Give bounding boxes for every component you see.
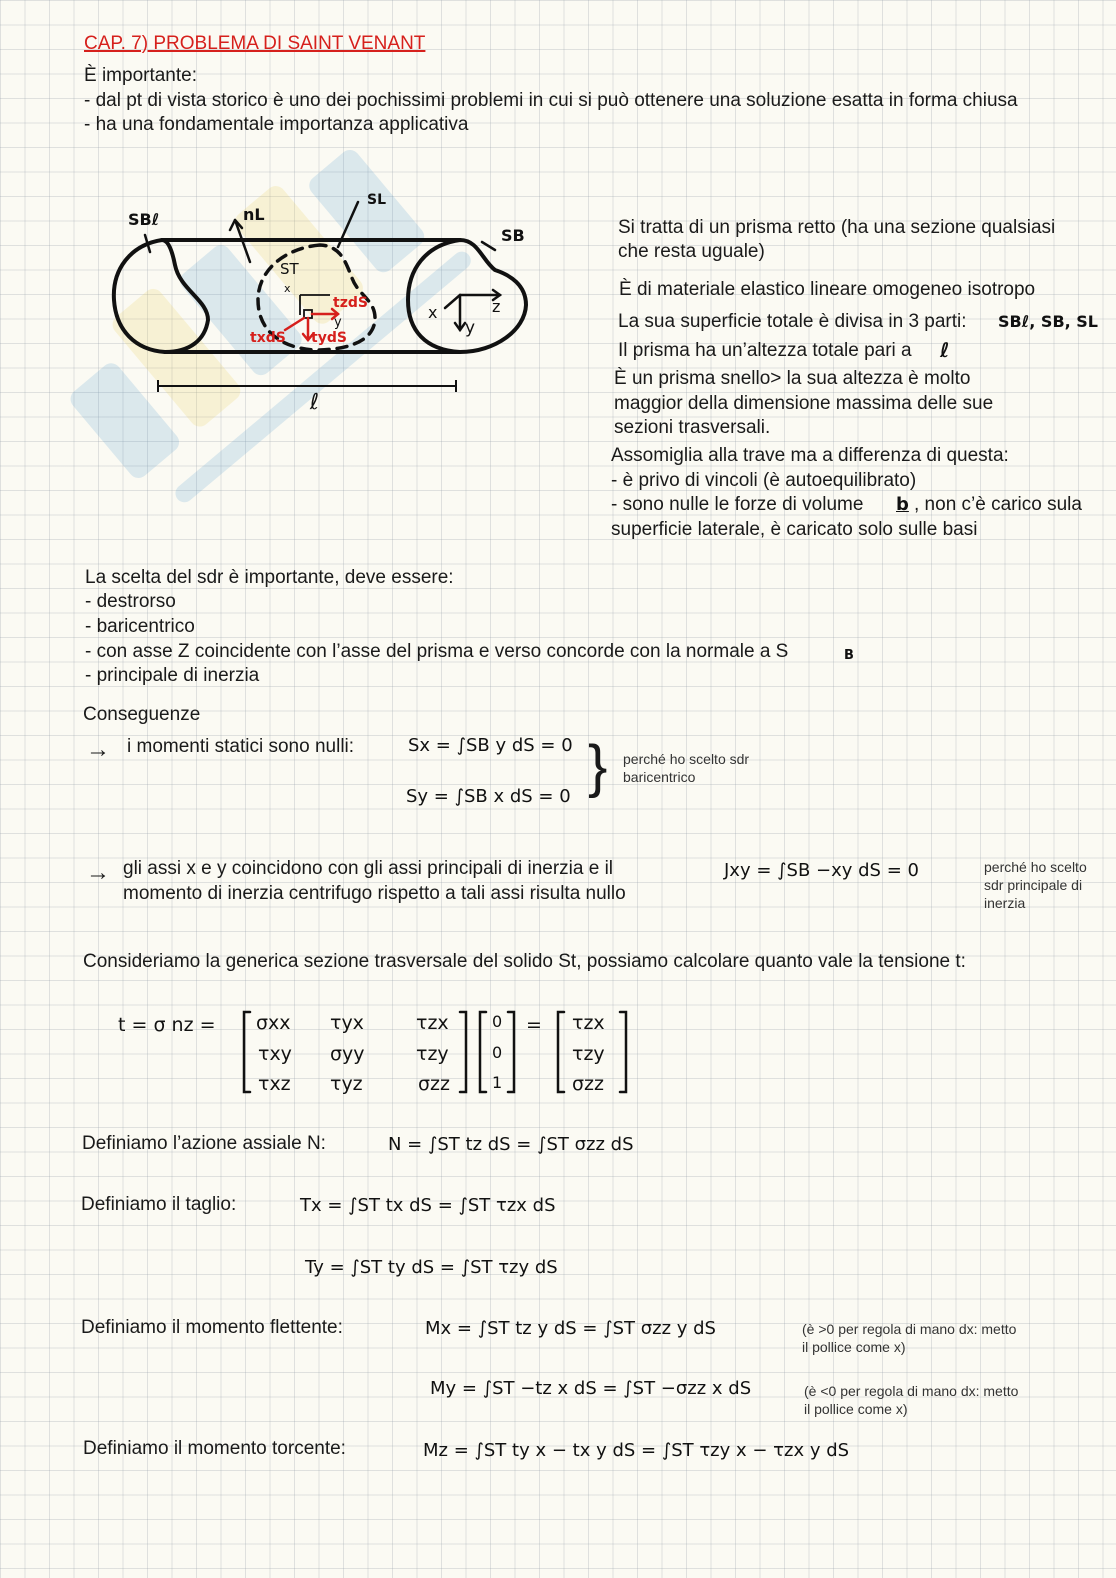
page-title: CAP. 7) PROBLEMA DI SAINT VENANT [84,33,426,54]
taglio-label: Definiamo il taglio: [81,1194,237,1215]
note-principale: perché ho scelto [984,859,1087,875]
note-baricentrico: perché ho scelto sdr [623,751,750,767]
eq-my: My = ∫ST −tz x dS = ∫ST −σzz x dS [430,1378,752,1399]
conseguenze-heading: Conseguenze [83,704,201,725]
brace-icon: } [588,734,608,799]
desc-line: sezioni trasversali. [614,417,771,438]
desc-parts-hw: SBℓ, SB, SL [998,312,1098,331]
vector-cell: 0 [492,1043,503,1062]
eq-n: N = ∫ST tz dS = ∫ST σzz dS [388,1134,634,1155]
label-sb: SB [501,226,525,245]
tensione-lhs: t = σ nz = [118,1014,216,1036]
sdr-point: - con asse Z coincidente con l’asse del prisma e verso concorde con la normale a S [85,641,789,662]
label-tyds: tydS [311,330,347,346]
result-cell: τzx [572,1012,605,1034]
result-cell: σzz [572,1073,604,1095]
eq-jxy: Jxy = ∫SB −xy dS = 0 [724,860,919,881]
equals-sign: = [526,1014,542,1036]
eq-mx: Mx = ∫ST tz y dS = ∫ST σzz y dS [425,1318,716,1339]
tensione-text: Consideriamo la generica sezione trasversale del solido St, possiamo calcolare quanto vale la tensione t: [83,951,966,972]
note-principale: inerzia [984,895,1026,911]
note-baricentrico: baricentrico [623,769,696,785]
arrow-icon: → [86,736,110,763]
label-z-axis: z [492,297,501,316]
prism-figure [90,190,650,420]
label-txds: txdS [250,330,286,346]
note-my: (è <0 per regola di mano dx: metto [804,1383,1019,1399]
label-x-axis: x [428,303,438,322]
desc-line: La sua superficie totale è divisa in 3 parti: [618,311,967,332]
desc-line: Assomiglia alla trave ma a differenza di questa: [611,445,1009,466]
matrix-cell: τyz [330,1073,363,1095]
matrix-cell: τyx [330,1012,364,1034]
sdr-sb-sub: B [844,648,854,663]
vector-cell: 0 [492,1012,503,1031]
result-cell: τzy [572,1043,605,1065]
eq-tx: Tx = ∫ST tx dS = ∫ST τzx dS [300,1195,556,1216]
vector-cell: 1 [492,1073,503,1092]
note-my: il pollice come x) [804,1401,908,1417]
label-y-small: y [334,315,342,330]
eq-sy: Sy = ∫SB x dS = 0 [406,786,571,807]
conseguenze-item2: momento di inerzia centrifugo rispetto a tali assi risulta nullo [123,883,626,904]
note-principale: sdr principale di [984,877,1083,893]
intro-heading: È importante: [84,65,197,86]
matrix-cell: τxz [258,1073,291,1095]
torcente-label: Definiamo il momento torcente: [83,1438,346,1459]
label-st: ST [280,260,299,278]
matrix-cell: τzx [416,1012,449,1034]
desc-line: - è privo di vincoli (è autoequilibrato) [611,470,917,491]
desc-line: Si tratta di un prisma retto (ha una sezione qualsiasi [618,217,1056,238]
label-y-axis: y [465,318,476,338]
intro-point: - ha una fondamentale importanza applicativa [84,114,469,135]
eq-mz: Mz = ∫ST ty x − tx y dS = ∫ST τzy x − τzx y dS [423,1440,850,1461]
note-mx: (è >0 per regola di mano dx: metto [802,1321,1017,1337]
sdr-point: - baricentrico [85,616,195,637]
sdr-point: - destrorso [85,591,176,612]
label-sbl: SBℓ [128,210,160,229]
intro-point: - dal pt di vista storico è uno dei pochissimi problemi in cui si può ottenere una soluzione esatta in forma chiusa [84,90,1018,111]
label-nl: nL [243,205,265,224]
desc-line: È di materiale elastico lineare omogeneo isotropo [619,279,1036,300]
label-length: ℓ [310,390,320,415]
matrix-cell: σzz [418,1073,450,1095]
sdr-intro: La scelta del sdr è importante, deve essere: [85,567,454,588]
desc-line: maggior della dimensione massima delle sue [614,393,994,414]
desc-line: È un prisma snello> la sua altezza è molto [614,368,971,389]
label-tzds: tzdS [333,295,368,311]
label-sl: SL [367,192,387,208]
matrix-cell: τxy [258,1043,292,1065]
desc-line: , non c’è carico sula [914,494,1082,515]
desc-line: che resta uguale) [618,241,765,262]
arrow-icon: → [86,859,110,886]
flettente-label: Definiamo il momento flettente: [81,1317,343,1338]
label-x-small: x [284,282,291,295]
conseguenze-item1: i momenti statici sono nulli: [127,736,355,757]
matrix-cell: σxx [256,1012,291,1034]
conseguenze-item2: gli assi x e y coincidono con gli assi principali di inerzia e il [123,858,614,879]
desc-line: - sono nulle le forze di volume [611,494,864,515]
matrix-cell: σyy [330,1043,365,1065]
desc-b-hw: b [896,494,909,515]
sdr-point: - principale di inerzia [85,665,260,686]
matrix-cell: τzy [416,1043,449,1065]
eq-ty: Ty = ∫ST ty dS = ∫ST τzy dS [305,1257,558,1278]
assiale-label: Definiamo l’azione assiale N: [82,1133,326,1154]
note-mx: il pollice come x) [802,1339,906,1355]
desc-line: Il prisma ha un’altezza totale pari a [618,340,912,361]
desc-height-hw: ℓ [940,338,950,362]
eq-sx: Sx = ∫SB y dS = 0 [408,735,573,756]
desc-line: superficie laterale, è caricato solo sulle basi [611,519,978,540]
